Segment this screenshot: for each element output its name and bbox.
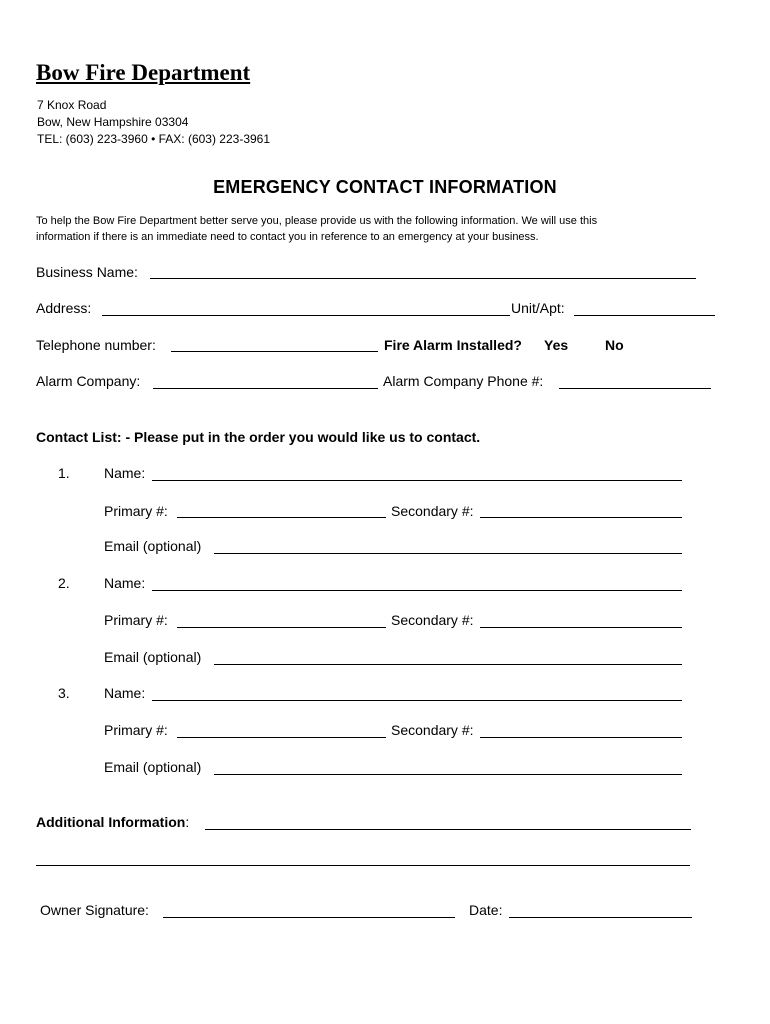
contact-2-name-field[interactable] (152, 590, 682, 591)
additional-info-label (36, 814, 189, 830)
primary-label: Primary #: (104, 503, 168, 519)
contact-name-label: Name: (104, 685, 146, 701)
email-label: Email (optional) (104, 649, 202, 665)
contact-number: 1. (58, 465, 70, 481)
contact-1-name-field[interactable] (152, 480, 682, 481)
contact-line: TEL: (603) 223-3960 • FAX: (603) 223-3961 (37, 132, 271, 146)
additional-info-field-line-2[interactable] (36, 865, 690, 866)
contact-name-label: Name: (104, 465, 146, 481)
date-field[interactable] (509, 917, 692, 918)
fire-alarm-yes-option[interactable]: Yes (544, 337, 569, 353)
email-label: Email (optional) (104, 759, 202, 775)
secondary-label: Secondary #: (391, 612, 474, 628)
contact-2-primary-field[interactable] (177, 627, 386, 628)
secondary-label: Secondary #: (391, 503, 474, 519)
alarm-company-label: Alarm Company: (36, 373, 141, 389)
contact-2-email-field[interactable] (214, 664, 682, 665)
alarm-company-field[interactable] (153, 388, 378, 389)
contact-1-secondary-field[interactable] (480, 517, 682, 518)
fire-alarm-label: Fire Alarm Installed? (384, 337, 522, 353)
primary-label: Primary #: (104, 612, 168, 628)
address-line-2: Bow, New Hampshire 03304 (37, 115, 189, 129)
address-line-1: 7 Knox Road (37, 98, 107, 112)
telephone-field[interactable] (171, 351, 378, 352)
telephone-label: Telephone number: (36, 337, 156, 353)
contact-number: 3. (58, 685, 70, 701)
contact-name-label: Name: (104, 575, 146, 591)
contact-2-secondary-field[interactable] (480, 627, 682, 628)
contact-3-secondary-field[interactable] (480, 737, 682, 738)
owner-signature-label: Owner Signature: (40, 902, 149, 918)
unit-label: Unit/Apt: (511, 300, 565, 316)
date-label: Date: (469, 902, 503, 918)
contact-3-email-field[interactable] (214, 774, 682, 775)
additional-info-label-text: Additional Information (36, 814, 186, 830)
unit-field[interactable] (574, 315, 715, 316)
address-label: Address: (36, 300, 92, 316)
alarm-company-phone-label: Alarm Company Phone #: (383, 373, 544, 389)
fire-alarm-no-option[interactable]: No (605, 337, 624, 353)
org-name: Bow Fire Department (36, 60, 251, 85)
form-title: EMERGENCY CONTACT INFORMATION (213, 177, 557, 197)
alarm-company-phone-field[interactable] (559, 388, 711, 389)
secondary-label: Secondary #: (391, 722, 474, 738)
intro-text-line-1: To help the Bow Fire Department better serve you, please provide us with the following information. We will use this (36, 215, 598, 227)
address-field[interactable] (102, 315, 510, 316)
business-name-label: Business Name: (36, 264, 138, 280)
contact-number: 2. (58, 575, 70, 591)
contact-3-name-field[interactable] (152, 700, 682, 701)
additional-info-colon: : (185, 814, 190, 830)
owner-signature-field[interactable] (163, 917, 455, 918)
contact-1-email-field[interactable] (214, 553, 682, 554)
business-name-field[interactable] (150, 278, 696, 279)
contact-3-primary-field[interactable] (177, 737, 386, 738)
email-label: Email (optional) (104, 538, 202, 554)
intro-text-line-2: information if there is an immediate need to contact you in reference to an emergency at your business. (36, 231, 539, 243)
contact-1-primary-field[interactable] (177, 517, 386, 518)
contact-list-heading: Contact List: - Please put in the order you would like us to contact. (36, 429, 481, 445)
primary-label: Primary #: (104, 722, 168, 738)
additional-info-field[interactable] (205, 829, 691, 830)
